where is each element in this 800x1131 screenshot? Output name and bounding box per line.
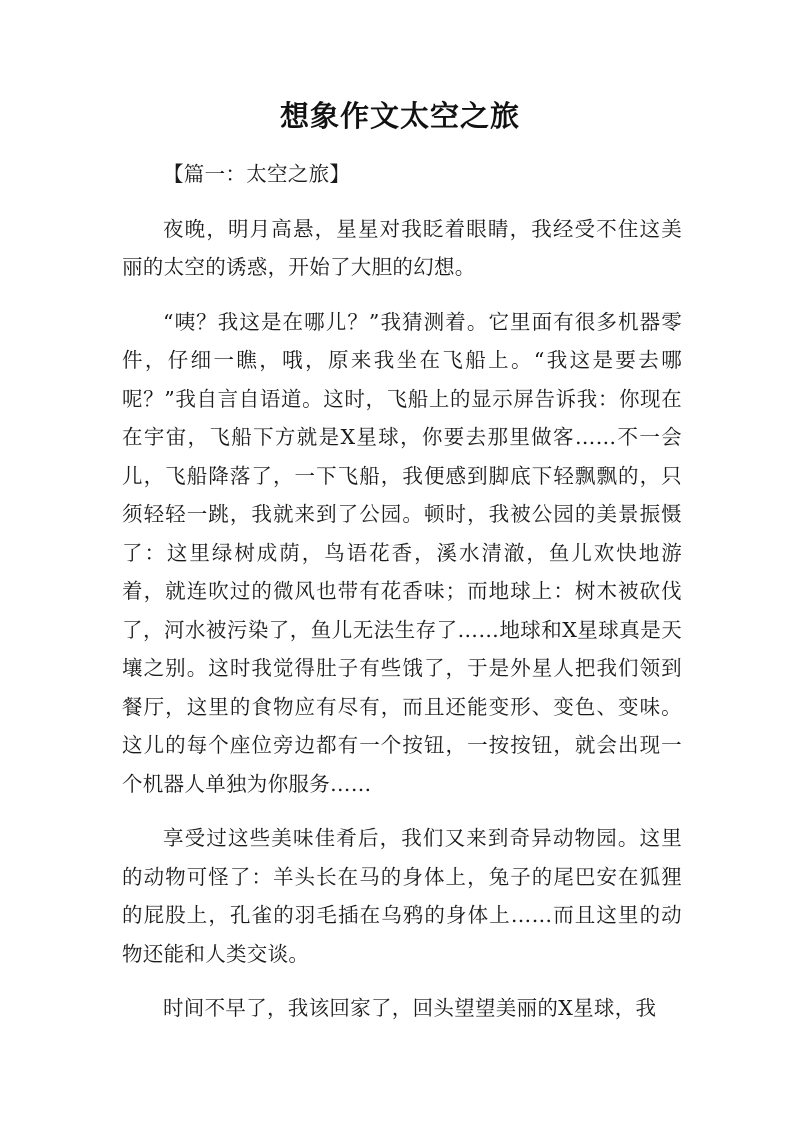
paragraph-1: 夜晚，明月高悬，星星对我眨着眼睛，我经受不住这美丽的太空的诱惑，开始了大胆的幻想。	[122, 216, 682, 279]
paragraph-4: 时间不早了，我该回家了，回头望望美丽的X星球，我	[163, 996, 657, 1020]
document-title: 想象作文太空之旅	[279, 99, 520, 133]
document-body	[122, 155, 682, 1028]
paragraph-3: 享受过这些美味佳肴后，我们又来到奇异动物园。这里的动物可怪了：羊头长在马的身体上，兔子的尾巴安在狐狸的屁股上，孔雀的羽毛插在乌鸦的身体上……而且这里的动物还能和人类交谈。	[122, 826, 682, 966]
paragraph-2: “咦？我这是在哪儿？”我猜测着。它里面有很多机器零件，仔细一瞧，哦，原来我坐在飞船上。“我这是要去哪呢？”我自言自语道。这时，飞船上的显示屏告诉我：你现在在宇宙，飞船下方就是X星球，你要去那里做客……不一会儿，飞船降落了，一下飞船，我便感到脚底下轻飘飘的，只须轻轻一跳，我就来到了公园。顿时，我被公园的美景振慑了：这里绿树成荫，鸟语花香，溪水清澈，鱼儿欢快地游着，就连吹过的微风也带有花香味；而地球上：树木被砍伐了，河水被污染了，鱼儿无法生存了……地球和X星球真是天壤之别。这时我觉得肚子有些饿了，于是外星人把我们领到餐厅，这里的食物应有尽有，而且还能变形、变色、变味。这儿的每个座位旁边都有一个按钮，一按按钮，就会出现一个机器人单独为你服务……	[122, 309, 682, 796]
section-heading: 【篇一：太空之旅】	[163, 162, 351, 186]
